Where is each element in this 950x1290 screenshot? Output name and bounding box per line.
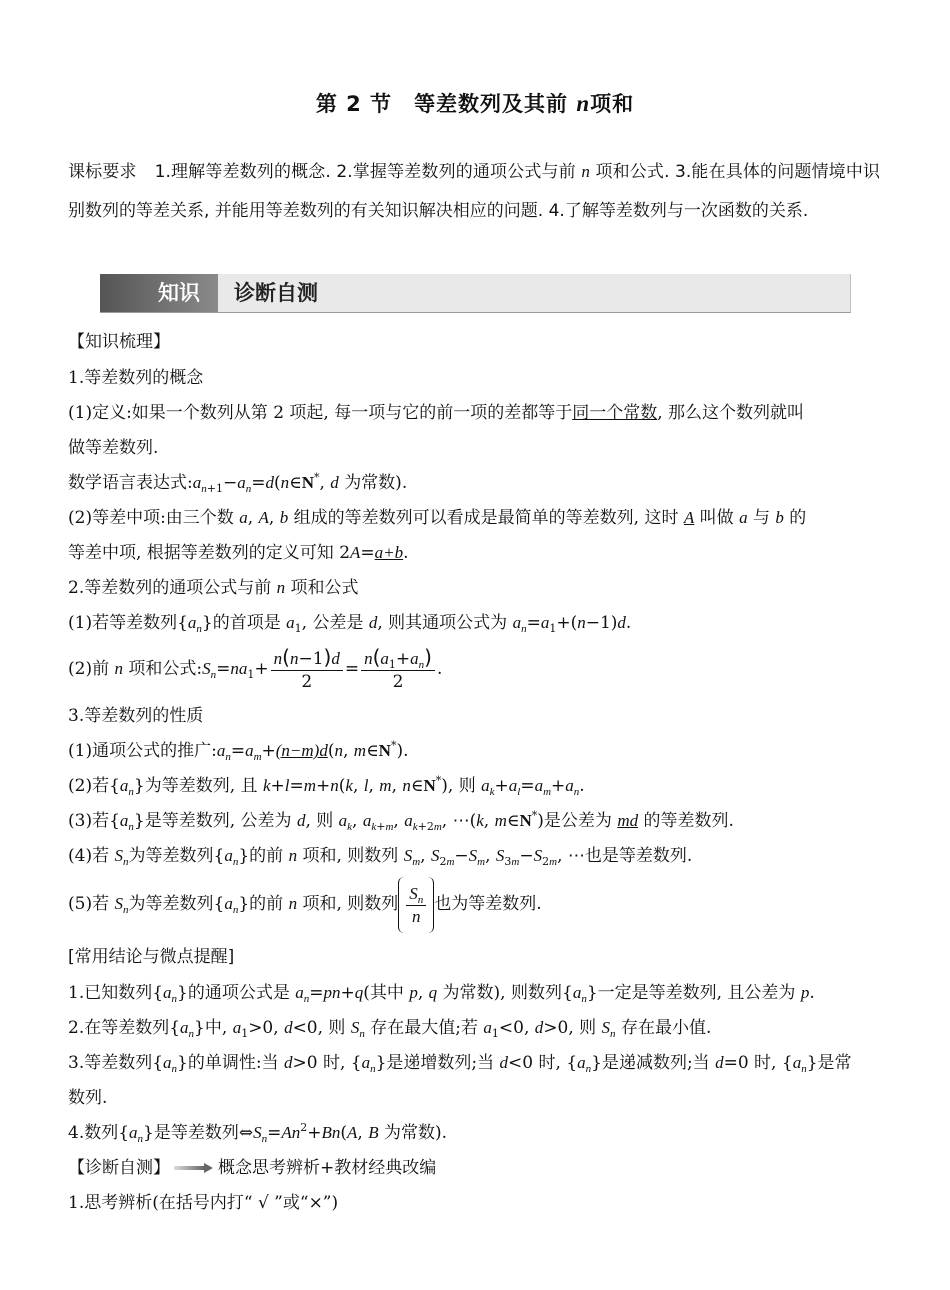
blank-md: md — [617, 811, 639, 830]
middle-term-line-2: 等差中项, 根据等差数列的定义可知 2A=a+b. — [68, 543, 409, 563]
sum-formula-line: (2)前 n 项和公式$:S_n=na_1+$ $\frac{n(n-1)d}{2}$ = $\frac{n(a_1+a_n)}{2}$ . — [68, 645, 443, 692]
question-1: 1.思考辨析(在括号内打“ √ ”或“×”) — [68, 1193, 339, 1213]
blank-a-plus-b: a+b — [374, 543, 404, 562]
heading-properties: 3.等差数列的性质 — [68, 706, 204, 726]
banner-knowledge: 知识 — [100, 274, 218, 312]
conclusion-4: 4.数列$\{a_n\}$是等差数列$\Leftrightarrow S_n=An^2+Bn(A$, B 为常数). — [68, 1121, 448, 1145]
set-fraction: $\frac{S_n}{n}$ — [398, 877, 434, 933]
banner-diagnosis: 诊断自测 — [234, 281, 318, 305]
property-5: (5)若 $S_n$为等差数列$\{a_n\}$的前 n 项和, 则数列 $\frac{S_n}{n}$ 也为等差数列. — [68, 876, 880, 933]
arrow-icon — [174, 1163, 214, 1173]
definition-line-2: 做等差数列. — [68, 438, 159, 458]
conclusion-2: 2.在等差数列$\{a_n\}$中, $a_1>0$, d<0, 则 $S_n$ 存在最大值;若 $a_1<0$, d>0, 则 $S_n$ 存在最小值. — [68, 1018, 712, 1040]
conclusion-3-cont: 数列. — [68, 1088, 108, 1108]
fraction-sum: $\frac{n(a_1+a_n)}{2}$ — [361, 646, 435, 693]
section-banner — [100, 274, 851, 313]
knowledge-heading: 【知识梳理】 — [68, 332, 170, 352]
fraction-nd: $\frac{n(n-1)d}{2}$ — [271, 646, 343, 693]
blank-A: A — [683, 508, 695, 527]
middle-term-line: (2)等差中项:由三个数 a, A, b 组成的等差数列可以看成是最简单的等差数列, 这时 A 叫做 a 与 b 的 — [68, 508, 807, 528]
conclusion-1: 1.已知数列$\{a_n\}$的通项公式是 $a_n=pn+q$(其中 p, q 为常数), 则数列$\{a_n\}$一定是等差数列, 且公差为 p. — [68, 983, 815, 1005]
diagnosis-heading: 【诊断自测】 概念思考辨析+教材经典改编 — [68, 1158, 437, 1178]
property-1: (1)通项公式的推广$:a_n=a_m+(n-m)d(n$, m∈N*). — [68, 739, 409, 763]
definition-line: (1)定义:如果一个数列从第 2 项起, 每一项与它的前一项的差都等于同一个常数, 那么这个数列就叫 — [68, 403, 805, 423]
requirements-label: 课标要求 — [68, 162, 137, 182]
general-term-line: (1)若等差数列$\{a_n\}$的首项是 $a_1$, 公差是 d, 则其通项公式为 $a_n=a_1+(n-1)d$. — [68, 613, 632, 635]
property-2: (2)若$\{a_n\}$为等差数列, 且 k+l=m+n(k, l, m, n∈N*), 则 $a_k+a_l=a_m+a_n$. — [68, 774, 585, 798]
page-title: 第 2 节 等差数列及其前 n项和 — [315, 91, 635, 116]
heading-concept: 1.等差数列的概念 — [68, 368, 204, 388]
blank-n-minus-m-d: (n−m)d — [275, 741, 328, 760]
property-3: (3)若$\{a_n\}$是等差数列, 公差为 d, 则 $a_k$, $a_{k+m}$, $a_{k+2m}$, ⋯(k, m∈N*)是公差为 md 的等差数列. — [68, 809, 734, 833]
property-4: (4)若 $S_n$为等差数列$\{a_n\}$的前 n 项和, 则数列 $S_m$, $S_{2m}-S_m$, $S_{3m}-S_{2m}$, ⋯也是等差数列. — [68, 846, 693, 868]
blank-constant: 同一个常数 — [572, 403, 658, 423]
conclusions-heading: [常用结论与微点提醒] — [68, 947, 235, 967]
heading-formula: 2.等差数列的通项公式与前 n 项和公式 — [68, 578, 359, 598]
math-expression: 数学语言表达式$:a_{n+1}-a_n=d(n\in N^*$, d 为常数). — [68, 471, 408, 495]
conclusion-3: 3.等差数列$\{a_n\}$的单调性:当 d>0 时, $\{a_n\}$是递增数列;当 d<0 时, $\{a_n\}$是递减数列;当 d=0 时, $\{a_n\}$是常 — [68, 1053, 852, 1075]
curriculum-requirements: 课标要求 1.理解等差数列的概念. 2.掌握等差数列的通项公式与前 n 项和公式. 3.能在具体的问题情境中识别数列的等差关系, 并能用等差数列的有关知识解决相应的问题. 4.了解等差数列与一次函数的关系. — [68, 162, 881, 221]
